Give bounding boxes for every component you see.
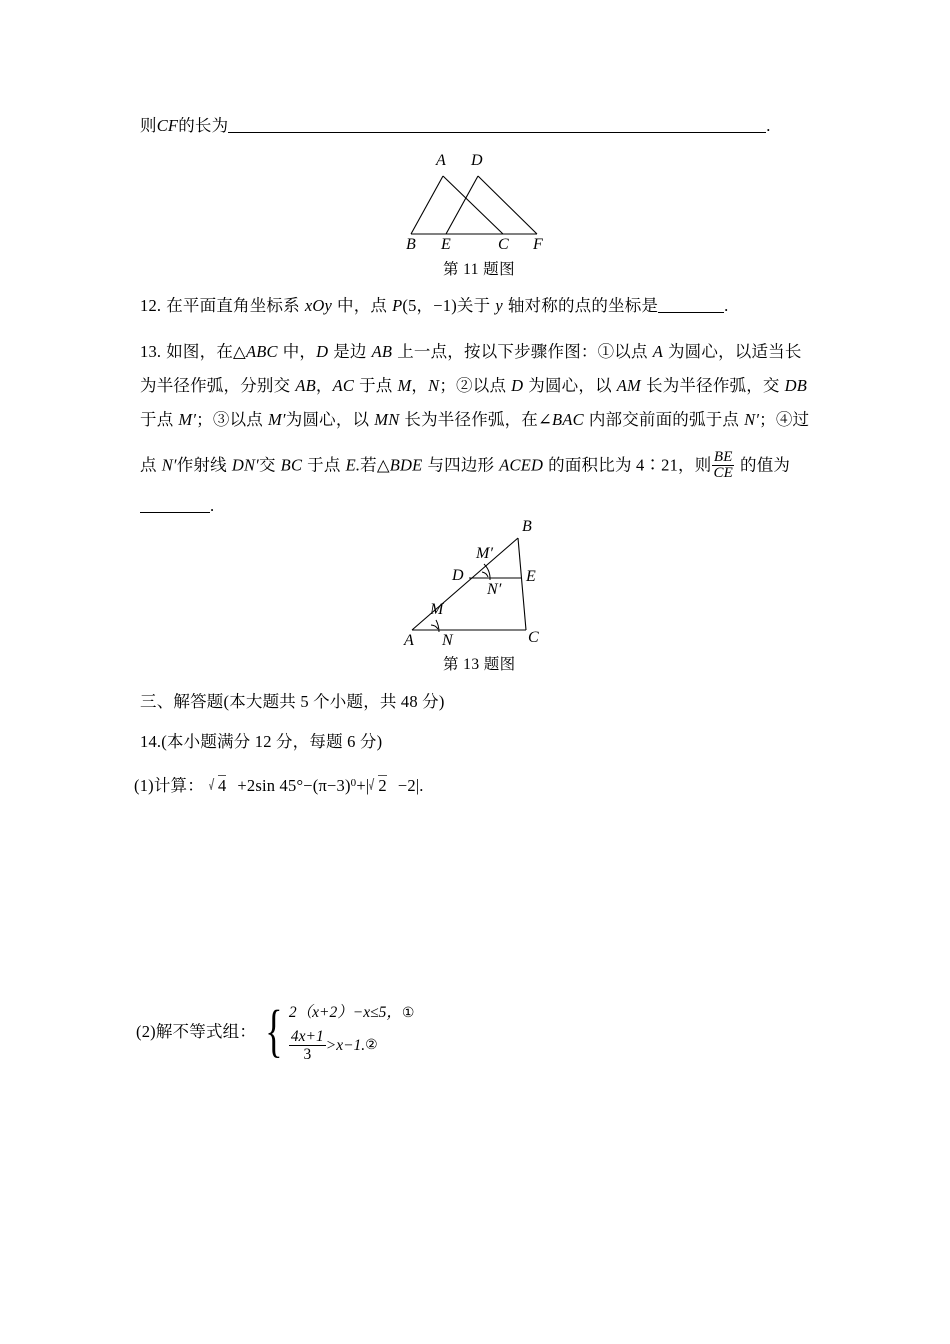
- q13-l2-m3: M: [397, 376, 412, 395]
- figure-13-label-M-prime: M′: [476, 545, 494, 562]
- q12-period: .: [724, 296, 729, 315]
- q13-l3-t1: 于点: [140, 410, 174, 429]
- q13-l2-t4: ，: [411, 376, 429, 395]
- q12-var-y: y: [495, 296, 503, 315]
- q11-period: .: [766, 116, 771, 135]
- system-brace-icon: {: [265, 998, 283, 1064]
- figure-13-label-M: M: [430, 601, 444, 618]
- q13-l2-t1: 为半径作弧，分别交: [140, 376, 291, 395]
- figure-13-label-B: B: [522, 518, 532, 535]
- figure-11-label-E: E: [441, 236, 451, 253]
- q14-p1-exponent: 0: [350, 777, 357, 789]
- section-3-heading: 三、解答题(本大题共 5 个小题，共 48 分): [140, 692, 445, 711]
- figure-13-label-N-prime: N′: [487, 581, 502, 598]
- figure-13-label-C: C: [528, 629, 539, 646]
- figure-11-caption: 第 11 题图: [443, 261, 515, 278]
- q13-l1-t4: 上一点，按以下步骤作图：①以点: [397, 342, 648, 361]
- q13-l4-t6: 与四边形: [427, 455, 495, 475]
- q13-l2-m2: AC: [332, 376, 355, 395]
- sqrt-icon-1: [209, 775, 226, 796]
- question-12: [140, 296, 728, 316]
- q14-p1-label: (1)计算：: [134, 776, 204, 795]
- q12-coords: (5，−1): [402, 296, 457, 315]
- q13-l4-t2: 作射线: [176, 455, 227, 475]
- figure-13-label-N: N: [442, 632, 453, 649]
- q13-ratio-denominator: CE: [713, 465, 734, 482]
- q13-l4-m1: N′: [161, 455, 177, 475]
- q14-p2-label: (2)解不等式组：: [136, 1021, 257, 1041]
- sqrt-icon-2: [369, 775, 386, 796]
- q13-l1-t1: 如图，在△: [166, 342, 246, 361]
- q14-p1-op3: −2|.: [397, 776, 424, 795]
- question-13-line-5: [140, 496, 214, 516]
- question-14-part-2: [136, 1000, 414, 1063]
- q12-text-d: 轴对称的点的坐标是: [507, 296, 659, 315]
- q13-l4-m5: BDE: [389, 455, 423, 475]
- figure-13-label-A: A: [404, 632, 414, 649]
- q13-l4-m2: DN′: [231, 455, 259, 475]
- figure-11-label-A: A: [436, 152, 446, 169]
- question-14-part-1: [134, 773, 424, 796]
- q14-p1-op1: +2sin 45°−(: [237, 776, 319, 795]
- q13-answer-blank[interactable]: [140, 499, 210, 513]
- q13-l3-t4: 长为半径作弧，在∠: [404, 410, 553, 429]
- q13-l4-t8: 的值为: [740, 455, 791, 475]
- question-13-line-2: [140, 376, 807, 396]
- question-13-line-4: [140, 450, 790, 482]
- q13-l2-m6: AM: [616, 376, 642, 395]
- q13-l4-t5: 若△: [360, 455, 390, 475]
- q14-ineq2-fraction: [289, 1028, 326, 1063]
- q13-l3-t2: ；③以点: [196, 410, 263, 429]
- q13-l3-m3: MN: [374, 410, 400, 429]
- q14-p1-op2: +|: [356, 776, 370, 795]
- figure-13-label-E: E: [526, 568, 536, 585]
- q13-l2-m1: AB: [295, 376, 316, 395]
- figure-11-label-C: C: [498, 236, 509, 253]
- q11-prefix: 则: [140, 116, 157, 135]
- figure-13-label-D: D: [452, 567, 464, 584]
- q13-l4-m3: BC: [280, 455, 303, 475]
- q13-ratio-fraction: [712, 450, 734, 482]
- q14-ineq1-expr: 2（x+2）−x≤5，: [288, 1004, 402, 1021]
- q13-number: 13.: [140, 342, 162, 361]
- q13-l4-t7: 的面积比为 4∶21，则: [548, 455, 712, 475]
- q13-l2-t5: ；②以点: [439, 376, 507, 395]
- q14-ineq1-mark: ①: [401, 1006, 415, 1021]
- figure-11-label-F: F: [533, 236, 543, 253]
- q13-period: .: [210, 496, 215, 515]
- q12-point: P: [392, 296, 403, 315]
- figure-11-label-D: D: [471, 152, 483, 169]
- q12-var-xoy: xOy: [304, 296, 333, 315]
- q13-l1-m4: A: [652, 342, 663, 361]
- q13-l2-t6: 为圆心，以: [528, 376, 612, 395]
- q13-l1-t2: 中，: [282, 342, 317, 361]
- q13-l3-t3: 为圆心，以: [285, 410, 370, 429]
- q12-number: 12.: [140, 296, 162, 315]
- q13-l4-m6: ACED: [499, 455, 544, 475]
- q13-l2-m5: D: [511, 376, 524, 395]
- q14-ineq2-numerator: 4x+1: [290, 1028, 324, 1045]
- inequality-2: [289, 1028, 415, 1063]
- figure-11: [395, 148, 560, 253]
- q13-l2-t3: 于点: [359, 376, 393, 395]
- q12-text-a: 在平面直角坐标系: [166, 296, 300, 315]
- q11-segment: CF: [156, 116, 179, 135]
- q11-tail-line: [140, 116, 771, 136]
- q11-answer-blank[interactable]: [228, 118, 766, 133]
- q13-l1-t5: 为圆心，以适当长: [667, 342, 802, 361]
- q12-answer-blank[interactable]: [658, 299, 724, 313]
- q13-l3-m2: M′: [267, 410, 286, 429]
- q13-l3-m4: BAC: [552, 410, 584, 429]
- q13-l1-m3: AB: [371, 342, 393, 361]
- q14-sqrt2-radicand: 2: [378, 776, 387, 795]
- q13-l3-m1: M′: [178, 410, 197, 429]
- figure-13-drawing: [398, 512, 563, 647]
- q14-p1-pi: π−3): [318, 776, 351, 795]
- q14-sqrt1-radicand: 4: [217, 776, 227, 795]
- q12-text-c: 关于: [456, 296, 491, 315]
- question-13-line-1: [140, 342, 802, 362]
- q13-l1-t3: 是边: [333, 342, 367, 361]
- q13-l4-m4: E.: [345, 455, 361, 475]
- q14-ineq2-mark: ②: [365, 1038, 378, 1054]
- q13-l1-m1: ABC: [245, 342, 278, 361]
- q13-l2-m7: DB: [784, 376, 808, 395]
- q13-l2-t7: 长为半径作弧，交: [646, 376, 780, 395]
- q13-ratio-numerator: BE: [713, 449, 733, 465]
- q13-l2-m4: N: [428, 376, 440, 395]
- q13-l4-t3: 交: [258, 455, 276, 475]
- q13-l2-t2: ，: [315, 376, 333, 395]
- q12-text-b: 中，点: [337, 296, 388, 315]
- inequality-system: [289, 1000, 415, 1063]
- figure-13-caption: 第 13 题图: [443, 656, 516, 673]
- question-13-line-3: [140, 410, 809, 430]
- figure-13: [398, 512, 563, 647]
- q13-l3-m5: N′: [744, 410, 760, 429]
- q14-ineq2-rhs: >x−1.: [325, 1036, 366, 1054]
- q13-l3-t5: 内部交前面的弧于点: [588, 410, 740, 429]
- q13-l1-m2: D: [316, 342, 329, 361]
- q11-suffix: 的长为: [178, 116, 229, 135]
- q13-l4-t4: 于点: [307, 455, 341, 475]
- q14-ineq2-denominator: 3: [289, 1045, 326, 1063]
- question-14-header: 14.(本小题满分 12 分，每题 6 分): [140, 732, 383, 751]
- inequality-1: [289, 1000, 415, 1022]
- q13-l3-t6: ；④过: [759, 410, 810, 429]
- figure-11-label-B: B: [406, 236, 416, 253]
- q13-l4-t1: 点: [140, 455, 157, 475]
